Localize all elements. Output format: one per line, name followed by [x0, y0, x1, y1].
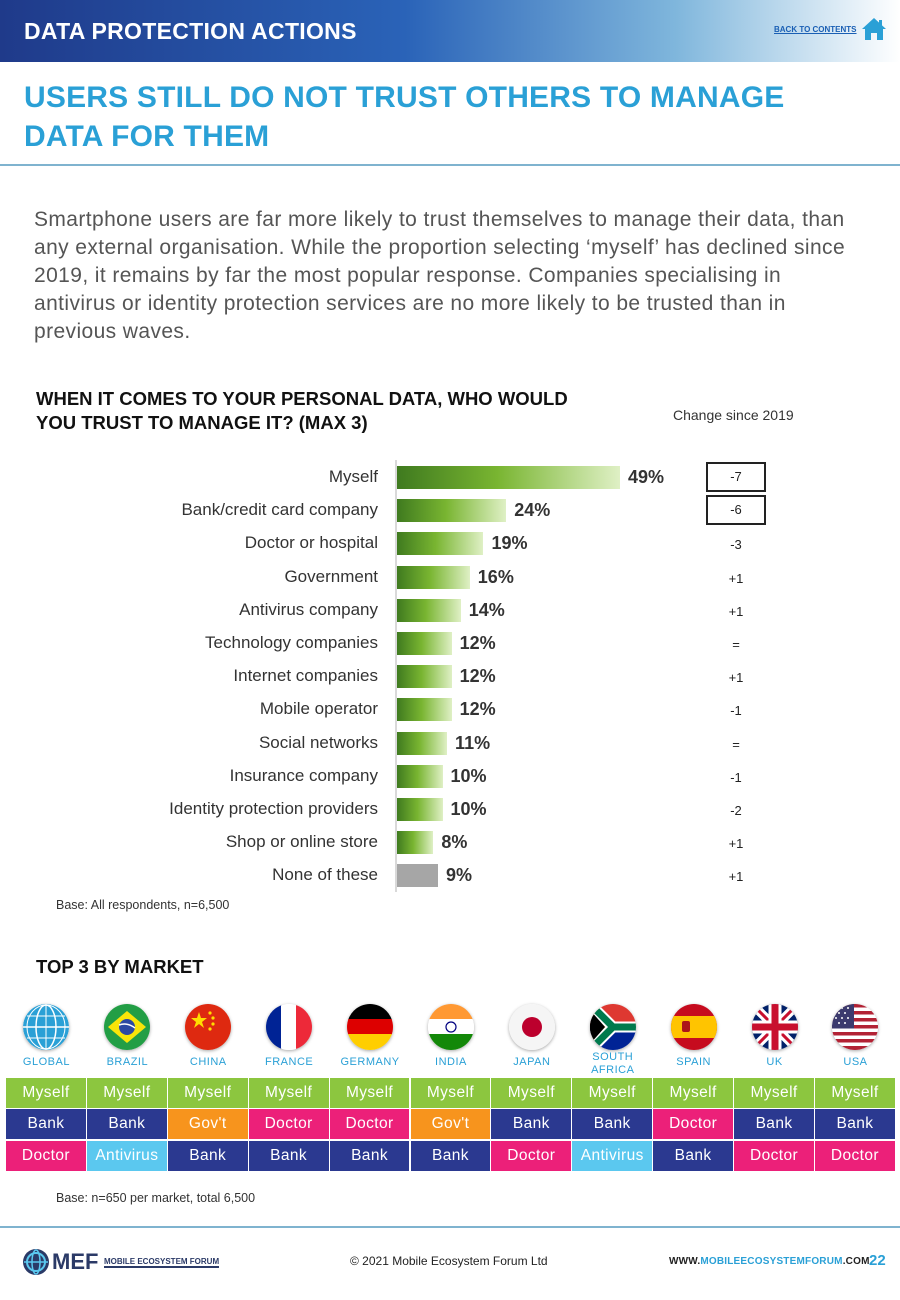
section-title: DATA PROTECTION ACTIONS [24, 18, 357, 44]
bar [397, 698, 452, 721]
market-answer-cell: Doctor [491, 1141, 572, 1171]
market-answer-cell: Bank [734, 1109, 815, 1139]
site-prefix: WWW. [669, 1256, 701, 1267]
category-label: Myself [328, 467, 378, 486]
site-highlight: MOBILEECOSYSTEMFORUM [700, 1256, 843, 1267]
france-flag-icon [266, 1004, 312, 1050]
spain-flag-icon [671, 1004, 717, 1050]
category-label: Internet companies [233, 666, 378, 686]
market-answer-cell: Bank [572, 1109, 653, 1139]
market-answer-cell: Gov't [168, 1109, 249, 1139]
market-answer-cell: Bank [330, 1141, 411, 1171]
category-label: Identity protection providers [169, 799, 378, 818]
category-label: Government [284, 566, 378, 586]
change-value: +1 [728, 570, 744, 586]
usa-flag-icon [832, 1004, 878, 1050]
market-base-note: Base: n=650 per market, total 6,500 [56, 1191, 256, 1205]
south-africa-flag-icon [590, 1004, 636, 1050]
market-name: SPAIN [676, 1056, 711, 1068]
market-answer-cell: Bank [653, 1141, 734, 1171]
value-label: 49% [627, 467, 664, 487]
market-name: BRAZIL [106, 1056, 149, 1068]
mef-globe-icon [22, 1248, 50, 1276]
value-label: 12% [459, 666, 496, 687]
bar [397, 831, 433, 854]
change-value: = [732, 736, 740, 752]
market-name: JAPAN [513, 1056, 551, 1068]
website-link[interactable] [669, 1256, 870, 1267]
market-answer-cell: Myself [653, 1078, 734, 1108]
change-value: -1 [730, 769, 742, 785]
category-label: None of these [272, 865, 378, 885]
market-answer-cell: Myself [249, 1078, 330, 1108]
uk-flag-icon [752, 1004, 798, 1050]
market-name: GLOBAL [22, 1056, 70, 1068]
value-label: 10% [450, 799, 487, 819]
market-answer-cell: Doctor [6, 1141, 87, 1171]
bar [397, 599, 461, 622]
top3-title: TOP 3 BY MARKET [36, 956, 204, 977]
market-answer-cell: Myself [572, 1078, 653, 1108]
change-value: = [732, 637, 740, 652]
value-label: 8% [441, 832, 468, 853]
brazil-flag-icon [104, 1004, 150, 1050]
market-answer-cell: Doctor [330, 1109, 411, 1139]
market-answer-cell: Myself [87, 1078, 168, 1108]
change-value: +1 [728, 603, 744, 619]
market-answer-cell: Doctor [734, 1141, 815, 1171]
market-answer-cell: Bank [815, 1109, 896, 1139]
change-value: -1 [730, 703, 742, 719]
category-label: Social networks [258, 732, 378, 752]
site-suffix: .COM [842, 1256, 870, 1267]
value-label: 12% [459, 633, 496, 653]
change-value: -6 [706, 495, 766, 525]
change-value: -7 [706, 462, 766, 492]
market-name: USA [843, 1056, 868, 1068]
bar [397, 632, 452, 655]
bar [397, 566, 470, 589]
market-answer-cell: Myself [815, 1078, 896, 1108]
china-flag-icon [185, 1004, 231, 1050]
market-answer-cell: Bank [6, 1109, 87, 1139]
value-label: 19% [491, 533, 528, 554]
chart-question-line1: WHEN IT COMES TO YOUR PERSONAL DATA, WHO WOULD [36, 388, 568, 409]
market-answer-cell: Doctor [815, 1141, 896, 1171]
bar [397, 798, 443, 821]
market-answer-cell: Bank [87, 1109, 168, 1139]
india-flag-icon [428, 1004, 474, 1050]
category-label: Doctor or hospital [244, 533, 378, 553]
market-answer-cell: Myself [330, 1078, 411, 1108]
change-value: +1 [728, 670, 744, 686]
category-label: Technology companies [205, 633, 378, 652]
market-answer-cell: Bank [411, 1141, 492, 1171]
market-answer-cell: Myself [491, 1078, 572, 1108]
market-answer-cell: Antivirus [87, 1141, 168, 1171]
market-answer-cell: Antivirus [572, 1141, 653, 1171]
home-icon[interactable] [861, 17, 887, 41]
copyright: © 2021 Mobile Ecosystem Forum Ltd [350, 1254, 548, 1268]
change-value: +1 [728, 869, 744, 885]
category-label: Bank/credit card company [181, 500, 378, 520]
market-answer-cell: Myself [168, 1078, 249, 1108]
bar [397, 864, 438, 887]
change-value: -3 [730, 537, 742, 553]
bar [397, 466, 620, 489]
bar [397, 665, 452, 688]
market-name: UK [766, 1056, 783, 1068]
japan-flag-icon [509, 1004, 555, 1050]
title-divider [0, 164, 900, 166]
market-name: GERMANY [340, 1056, 400, 1068]
value-label: 10% [450, 765, 487, 786]
value-label: 9% [445, 865, 472, 886]
market-answer-cell: Bank [168, 1141, 249, 1171]
trust-bar-chart [0, 458, 900, 898]
change-since-header: Change since 2019 [673, 407, 794, 423]
market-answer-cell: Myself [411, 1078, 492, 1108]
market-answer-cell: Doctor [653, 1109, 734, 1139]
chart-base-note: Base: All respondents, n=6,500 [56, 898, 230, 912]
change-value: +1 [728, 836, 744, 852]
page-title-line2: DATA FOR THEM [24, 120, 270, 153]
value-label: 12% [459, 699, 496, 720]
logo-subtext: MOBILE ECOSYSTEM FORUM [104, 1257, 220, 1266]
back-to-contents-link[interactable]: BACK TO CONTENTS [774, 25, 857, 34]
bar [397, 532, 483, 555]
bar [397, 499, 506, 522]
value-label: 24% [514, 500, 551, 521]
category-label: Shop or online store [225, 832, 378, 852]
market-answer-cell: Myself [6, 1078, 87, 1108]
market-answer-cell: Gov't [411, 1109, 492, 1139]
chart-question-line2: YOU TRUST TO MANAGE IT? (MAX 3) [36, 412, 368, 433]
value-label: 11% [455, 732, 491, 753]
category-label: Antivirus company [239, 599, 378, 619]
market-answer-cell: Doctor [249, 1109, 330, 1139]
chart-question [36, 387, 656, 435]
market-name: FRANCE [265, 1056, 314, 1068]
category-label: Mobile operator [259, 699, 378, 719]
page-title [24, 78, 864, 156]
globe-icon [23, 1004, 69, 1050]
market-name: SOUTH AFRICA [591, 1051, 635, 1076]
market-name: CHINA [189, 1056, 227, 1068]
category-label: Insurance company [229, 765, 378, 785]
bar [397, 732, 447, 755]
market-answer-cell: Bank [491, 1109, 572, 1139]
market-name: INDIA [435, 1056, 467, 1068]
logo-text: MEF [52, 1249, 99, 1274]
bar [397, 765, 443, 788]
market-answer-cell: Myself [734, 1078, 815, 1108]
intro-paragraph: Smartphone users are far more likely to trust themselves to manage their data, than any external organisation. While the proportion selecting ‘myself’ has declined since 2019, it remains by far the most popular response. Companies specialising in antivirus or identity protection services are no more likely to be trusted than in previous waves. [34, 208, 846, 343]
value-label: 16% [477, 566, 514, 587]
page-number: 22 [869, 1252, 886, 1269]
page-title-line1: USERS STILL DO NOT TRUST OTHERS TO MANAGE [24, 81, 785, 114]
market-answer-cell: Bank [249, 1141, 330, 1171]
germany-flag-icon [347, 1004, 393, 1050]
change-value: -2 [730, 803, 742, 818]
footer-divider [0, 1226, 900, 1228]
value-label: 14% [468, 599, 505, 620]
